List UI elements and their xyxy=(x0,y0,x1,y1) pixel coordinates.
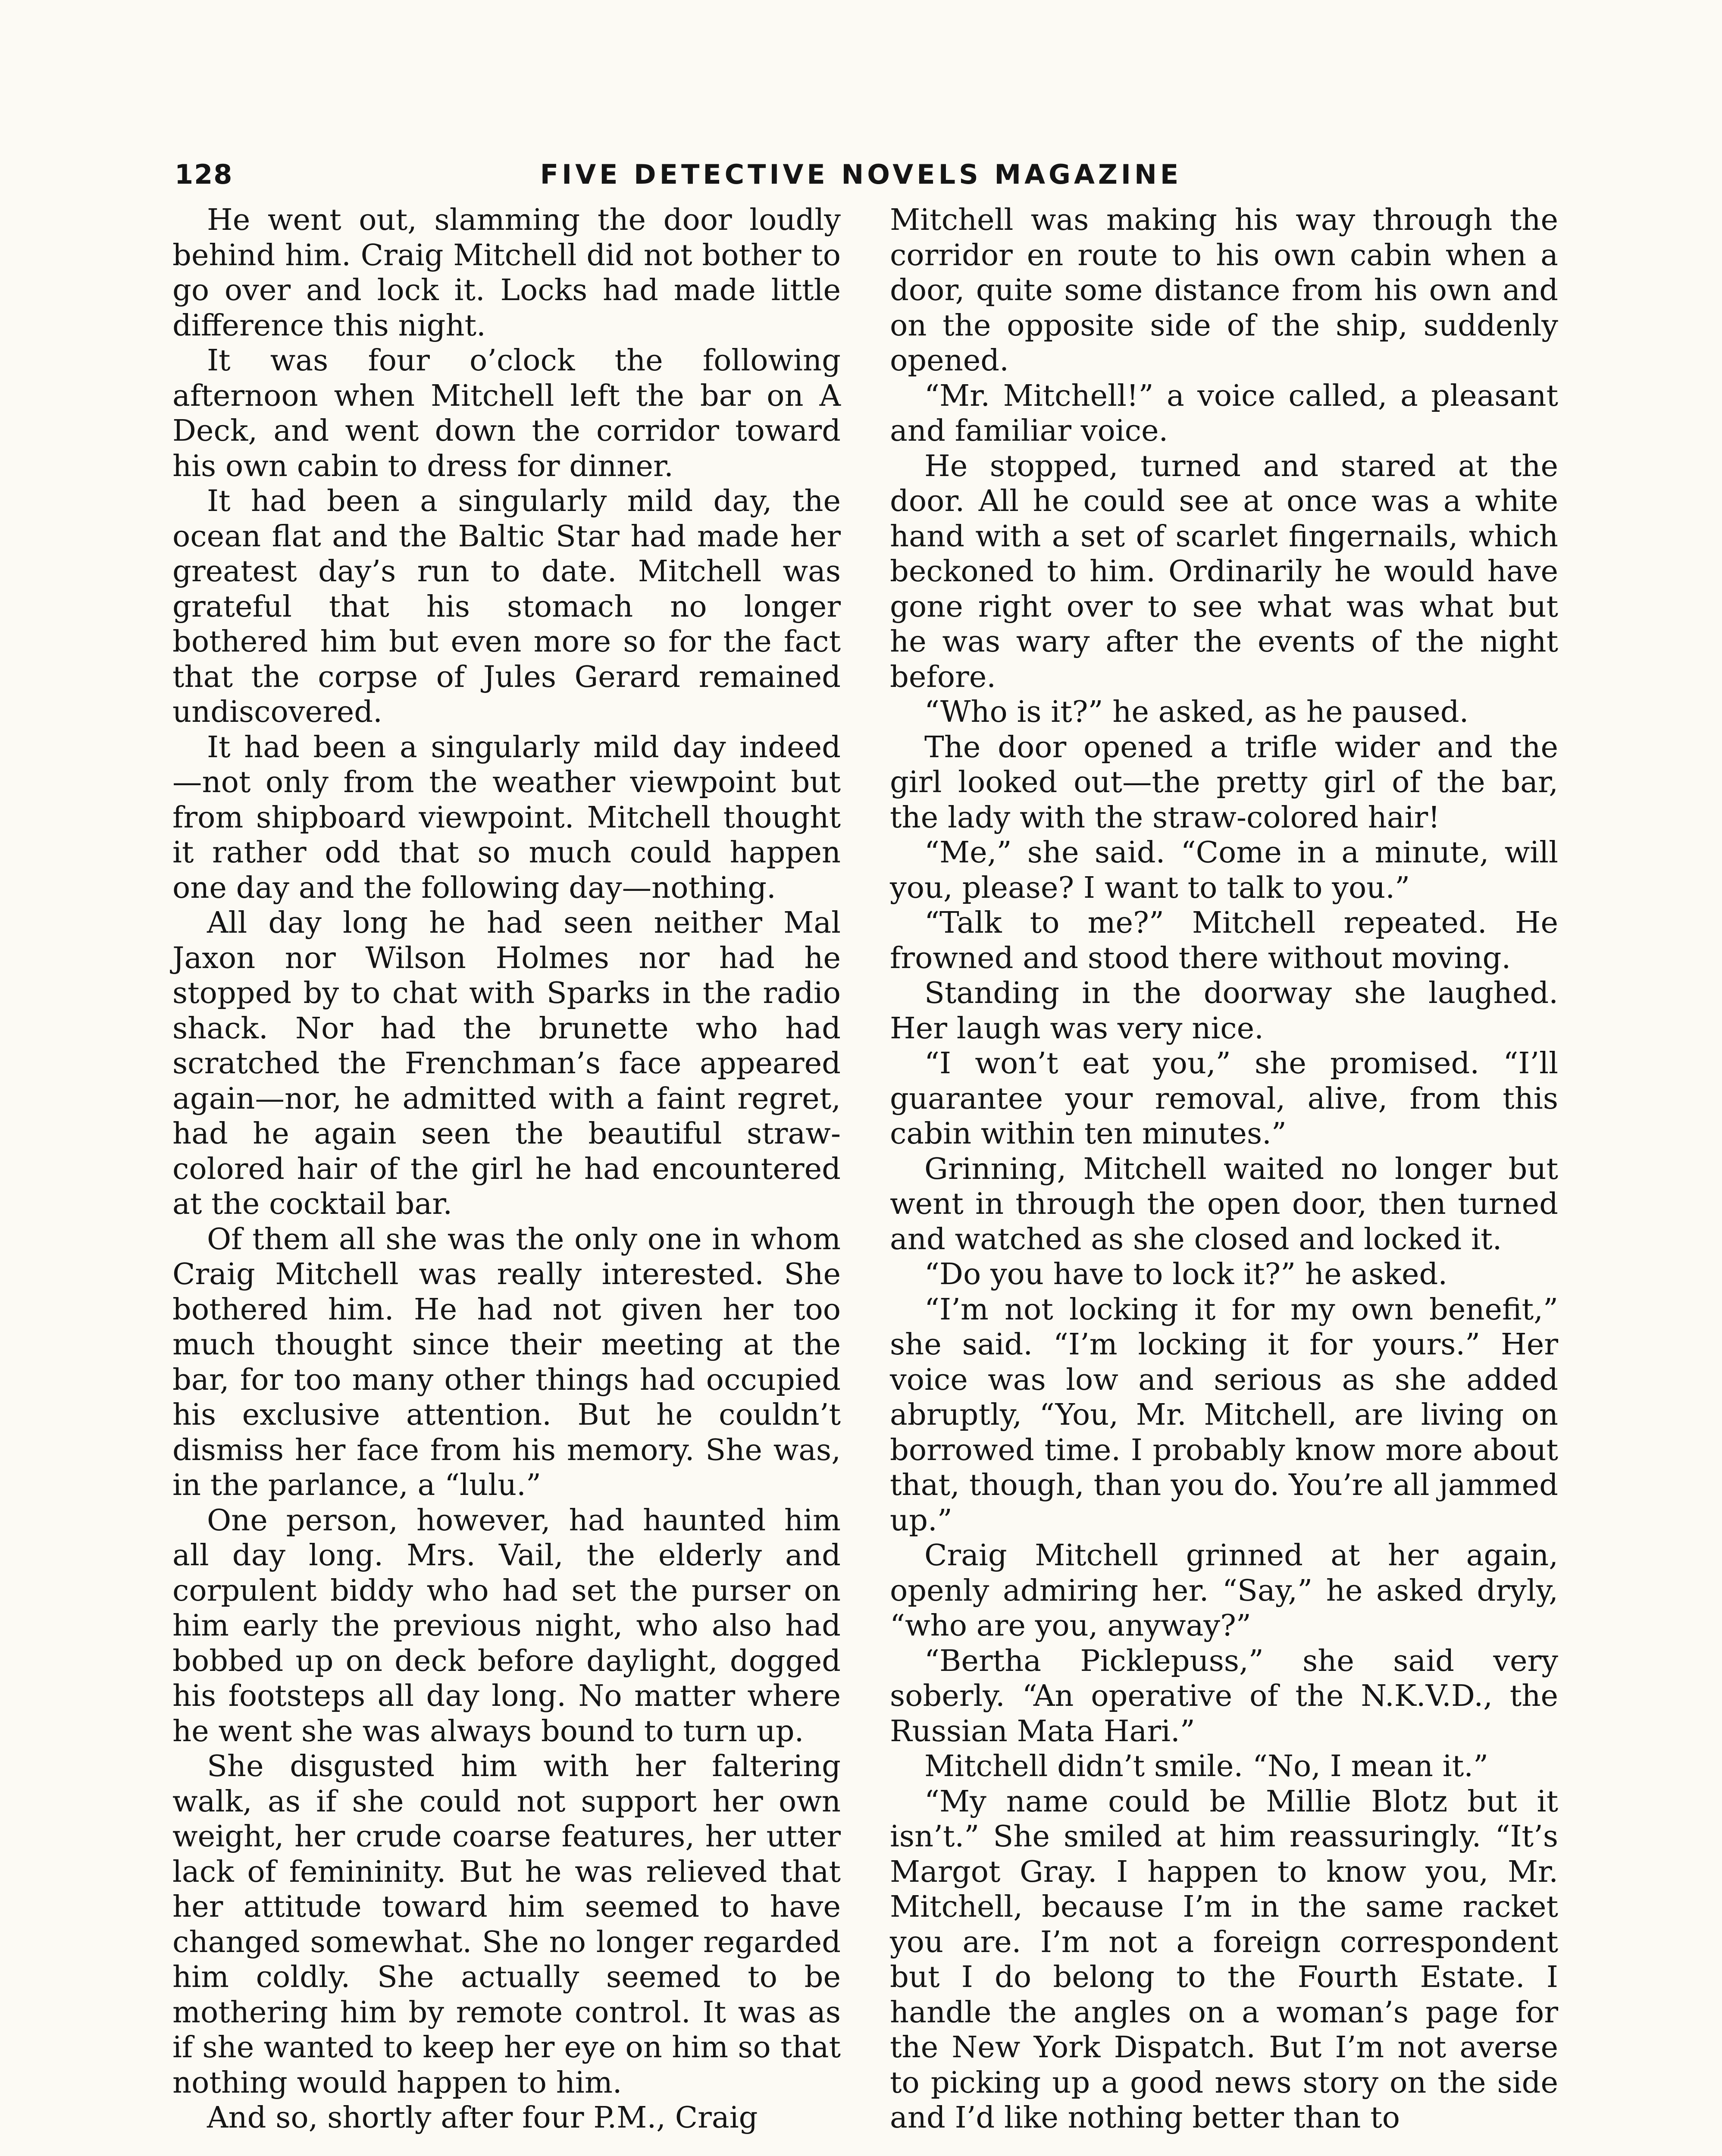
paragraph: “Do you have to lock it?” he asked. xyxy=(924,1257,1448,1291)
paragraph: Craig Mitchell grinned at her again, openly admiring her. “Say,” he asked dryly, “who are you, anyway?” xyxy=(890,1538,1558,1643)
paragraph: One person, however, had haunted him all day long. Mrs. Vail, the elderly and corpulent biddy who had set the purser on him early the previous night, who also had bobbed up on deck before daylight, dogged his footsteps all day long. No matter where he went she was always bound to turn up. xyxy=(172,1503,841,1749)
paragraph: He stopped, turned and stared at the door. All he could see at once was a white hand with a set of scarlet fingernails, which beckoned to him. Ordinarily he would have gone right over to see what was what but he was wary after the events of the night before. xyxy=(890,448,1558,694)
paragraph: “I won’t eat you,” she promised. “I’ll guarantee your removal, alive, from this cabin within ten minutes.” xyxy=(890,1046,1558,1151)
paragraph: “Mr. Mitchell!” a voice called, a pleasant and familiar voice. xyxy=(890,378,1558,448)
paragraph: “Talk to me?” Mitchell repeated. He frowned and stood there without moving. xyxy=(890,906,1558,975)
paragraph: Mitchell was making his way through the corridor en route to his own cabin when a door, quite some distance from his own and on the opposite side of the ship, suddenly opened. xyxy=(890,203,1558,378)
paragraph: And so, shortly after four P.M., Craig xyxy=(207,2100,758,2135)
paragraph: Mitchell didn’t smile. “No, I mean it.” xyxy=(924,1749,1489,1783)
paragraph: He went out, slamming the door loudly behind him. Craig Mitchell did not bother to go over and lock it. Locks had made little difference this night. xyxy=(172,203,841,343)
right-column xyxy=(890,203,1558,2136)
paragraph: “My name could be Millie Blotz but it isn’t.” She smiled at him reassuringly. “It’s Margot Gray. I happen to know you, Mr. Mitchell, because I’m in the same racket you are. I’m not a foreign correspondent but I do belong to the Fourth Estate. I handle the angles on a woman’s page for the New York Dispatch. But I’m not averse to picking up a good news story on the side and I’d like nothing better than to xyxy=(890,1784,1558,2135)
paragraph: Standing in the doorway she laughed. Her laugh was very nice. xyxy=(890,976,1558,1046)
paragraph: Of them all she was the only one in whom Craig Mitchell was really interested. She bothered him. He had not given her too much thought since their meeting at the bar, for too many other things had occupied his exclusive attention. But he couldn’t dismiss her face from his memory. She was, in the parlance, a “lulu.” xyxy=(172,1222,841,1502)
paragraph: “Me,” she said. “Come in a minute, will you, please? I want to talk to you.” xyxy=(890,835,1558,905)
paragraph: It was four o’clock the following afternoon when Mitchell left the bar on A Deck, and went down the corridor toward his own cabin to dress for dinner. xyxy=(172,343,841,483)
paragraph: It had been a singularly mild day indeed—not only from the weather viewpoint but from shipboard viewpoint. Mitchell thought it rather odd that so much could happen one day and the following day—nothing. xyxy=(172,730,841,905)
paragraph: The door opened a trifle wider and the girl looked out—the pretty girl of the bar, the lady with the straw-colored hair! xyxy=(890,730,1558,835)
left-column xyxy=(172,203,841,2136)
paragraph: “Who is it?” he asked, as he paused. xyxy=(924,695,1469,729)
running-header: FIVE DETECTIVE NOVELS MAGAZINE xyxy=(540,159,1182,190)
page-number: 128 xyxy=(175,159,233,190)
paragraph: She disgusted him with her faltering walk, as if she could not support her own weight, her crude coarse features, her utter lack of femininity. But he was relieved that her attitude toward him seemed to have changed somewhat. She no longer regarded him coldly. She actually seemed to be mothering him by remote control. It was as if she wanted to keep her eye on him so that nothing would happen to him. xyxy=(172,1749,841,2100)
paragraph: “Bertha Picklepuss,” she said very soberly. “An operative of the N.K.V.D., the Russian Mata Hari.” xyxy=(890,1643,1558,1749)
paragraph: It had been a singularly mild day, the ocean flat and the Baltic Star had made her greatest day’s run to date. Mitchell was grateful that his stomach no longer bothered him but even more so for the fact that the corpse of Jules Gerard remained undiscovered. xyxy=(172,484,841,729)
paragraph: All day long he had seen neither Mal Jaxon nor Wilson Holmes nor had he stopped by to chat with Sparks in the radio shack. Nor had the brunette who had scratched the Frenchman’s face appeared again—nor, he admitted with a faint regret, had he again seen the beautiful straw-colored hair of the girl he had encountered at the cocktail bar. xyxy=(172,906,841,1221)
paragraph: Grinning, Mitchell waited no longer but went in through the open door, then turned and watched as she closed and locked it. xyxy=(890,1151,1558,1257)
paragraph: “I’m not locking it for my own benefit,” she said. “I’m locking it for yours.” Her voice was low and serious as she added abruptly, “You, Mr. Mitchell, are living on borrowed time. I probably know more about that, though, than you do. You’re all jammed up.” xyxy=(890,1292,1558,1538)
